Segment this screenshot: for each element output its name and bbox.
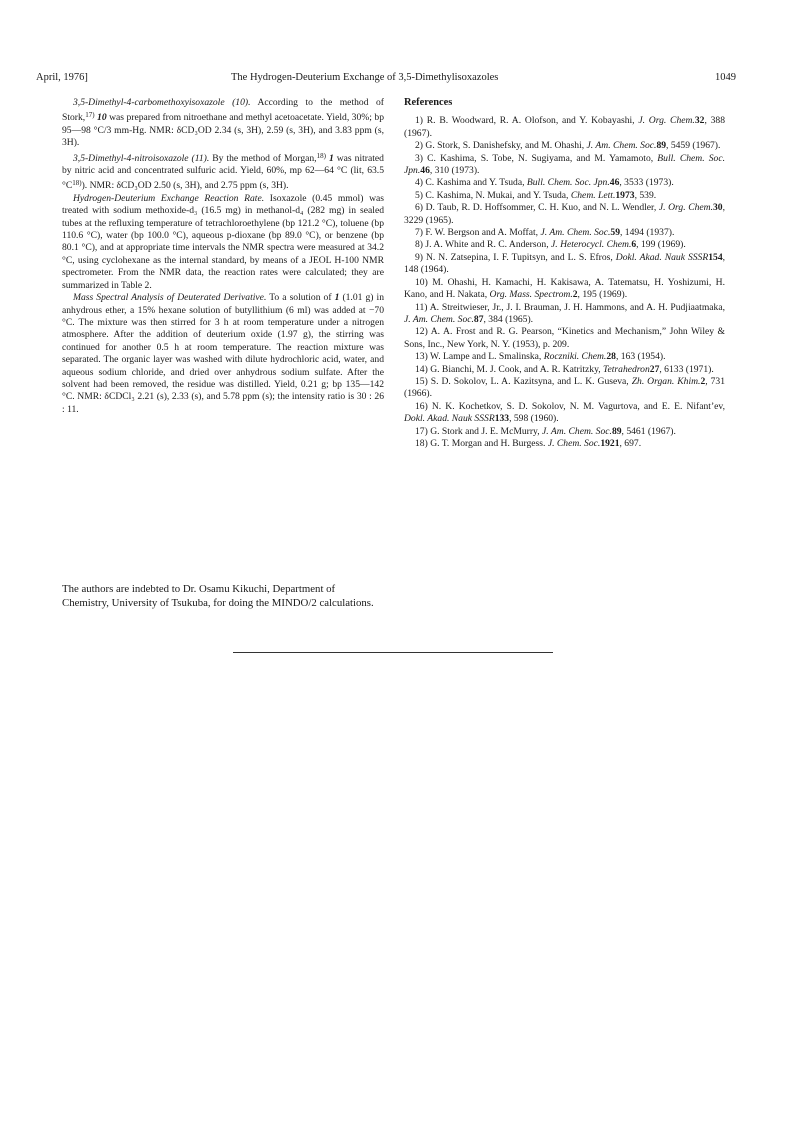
journal-name: J. Org. Chem. (638, 115, 695, 127)
reference-number: 5) (415, 189, 423, 201)
reference-text: W. Lampe and L. Smalinska, (427, 351, 544, 363)
reference-number: 3) (415, 152, 423, 164)
compound-number: 1 (334, 292, 340, 304)
journal-name: J. Org. Chem. (658, 202, 713, 214)
volume: 32 (694, 115, 705, 127)
references-column (404, 97, 725, 450)
reference-number: 10) (415, 276, 428, 288)
reference-text: , 5459 (1967). (666, 140, 721, 152)
experimental-paragraph (62, 150, 384, 193)
reference-item (404, 252, 725, 277)
journal-name: J. Chem. Soc. (547, 437, 601, 449)
reference-item (404, 401, 725, 426)
reference-number: 16) (415, 400, 428, 412)
journal-name: Org. Mass. Spectrom. (489, 289, 573, 301)
compound-number: 10 (97, 112, 107, 124)
reference-text: R. B. Woodward, R. A. Olofson, and Y. Kobayashi, (423, 115, 639, 127)
left-column (62, 97, 384, 416)
volume: 133 (494, 413, 510, 425)
reference-text: , 199 (1969). (636, 239, 686, 251)
volume: 1921 (600, 437, 620, 449)
experimental-paragraph (62, 292, 384, 416)
reference-number: 11) (415, 301, 428, 313)
paragraph-text: According to the method of Stork, (62, 97, 385, 124)
paragraph-heading: Hydrogen-Deuterium Exchange Reaction Rate. (73, 192, 265, 204)
reference-text: , 1494 (1937). (619, 227, 675, 239)
journal-name: Chem. Lett. (570, 189, 616, 201)
compound-number: 1 (328, 152, 334, 164)
reference-item (404, 326, 725, 351)
experimental-paragraph (62, 193, 384, 292)
citation-marker: 18) (72, 179, 82, 188)
acknowledgment-text: The authors are indebted to Dr. Osamu Kikuchi, Department of Chemistry, University of Tsukuba, for doing the MINDO/2 calculations. (62, 583, 374, 610)
page-header (36, 72, 736, 86)
volume: 46 (420, 165, 430, 177)
reference-text: M. Ohashi, H. Kamachi, H. Kakisawa, A. Tatematsu, H. Yoshizumi, H. Kano, and H. Nakata, (404, 276, 725, 301)
reference-text: A. Streitwieser, Jr., J. I. Brauman, J. H. Hammons, and A. H. Pudjiaatmaka, (427, 301, 725, 313)
reference-text: G. Stork and J. E. McMurry, (427, 425, 543, 437)
journal-name: Dokl. Akad. Nauk SSSR (615, 251, 709, 263)
reference-number: 6) (415, 202, 423, 214)
reference-text: , 6133 (1971). (659, 363, 714, 375)
running-title: The Hydrogen-Deuterium Exchange of 3,5-Dimethylisoxazoles (231, 72, 499, 83)
journal-name: Roczniki. Chem. (543, 351, 607, 363)
journal-name: Dokl. Akad. Nauk SSSR (404, 413, 495, 425)
reference-text: , 163 (1954). (615, 351, 666, 363)
journal-name: Zh. Organ. Khim. (631, 375, 701, 387)
volume: 28 (606, 351, 616, 363)
reference-text: , 310 (1973). (429, 165, 480, 177)
reference-text: , 3229 (1965). (404, 202, 725, 226)
journal-name: Bull. Chem. Soc. Jpn. (526, 177, 610, 189)
volume: 30 (712, 202, 723, 214)
reference-text: , 195 (1969). (577, 289, 628, 301)
reference-item (404, 202, 725, 227)
reference-number: 7) (415, 227, 423, 239)
reference-text: J. A. White and R. C. Anderson, (423, 239, 552, 251)
reference-number: 18) (415, 437, 428, 449)
volume: 2 (572, 289, 578, 301)
reference-number: 14) (415, 363, 428, 375)
reference-number: 4) (415, 177, 423, 189)
volume: 89 (611, 425, 622, 437)
reference-text: N. K. Kochetkov, S. D. Sokolov, N. M. Vagurtova, and E. E. Nifant’ev, (427, 400, 725, 412)
issue-date: April, 1976] (36, 72, 88, 83)
paragraph-text: was prepared from nitroethane and methyl acetoacetate. Yield, 30%; bp 95—98 °C/3 mm-Hg. NMR: δCD₃OD 2.34 (s, 3H), 2.59 (s, 3H), and 3.83 ppm (s, 3H). (62, 112, 384, 149)
reference-number: 8) (415, 239, 423, 251)
journal-name: Tetrahedron (603, 363, 650, 375)
reference-text: , 384 (1965). (483, 313, 534, 325)
volume: 59 (610, 227, 620, 239)
references-heading: References (404, 97, 453, 108)
reference-item (404, 239, 725, 251)
experimental-paragraph (62, 97, 384, 150)
reference-text: G. T. Morgan and H. Burgess. (427, 437, 548, 449)
reference-text: C. Kashima and Y. Tsuda, (423, 177, 527, 189)
reference-text: , 598 (1960). (509, 413, 559, 425)
reference-text: S. D. Sokolov, L. A. Kazitsyna, and L. K. Guseva, (427, 375, 632, 387)
reference-text: A. A. Frost and R. G. Pearson, “Kinetics and Mechanism,” John Wiley & Sons, Inc., New York, N. Y. (1953), p. 209. (404, 326, 725, 350)
journal-name: J. Am. Chem. Soc. (540, 227, 611, 239)
reference-number: 17) (415, 425, 428, 437)
reference-text: , 148 (1964). (404, 251, 726, 276)
reference-text: C. Kashima, N. Mukai, and Y. Tsuda, (423, 189, 571, 201)
reference-item (404, 190, 725, 202)
volume: 46 (609, 177, 620, 189)
journal-name: J. Am. Chem. Soc. (542, 425, 612, 437)
citation-marker: 17) (85, 111, 95, 120)
volume: 1973 (615, 189, 635, 201)
paragraph-text: ). NMR: δCD₃OD 2.50 (s, 3H), and 2.75 ppm (s, 3H). (81, 180, 289, 192)
reference-text: N. N. Zatsepina, I. F. Tupitsyn, and L. S. Efros, (423, 251, 616, 263)
reference-text: F. W. Bergson and A. Moffat, (423, 227, 541, 239)
reference-number: 15) (415, 375, 428, 387)
reference-text: , 388 (1967). (404, 115, 725, 139)
reference-text: , 731 (1966). (404, 375, 725, 400)
acknowledgment (62, 582, 384, 611)
reference-item (404, 426, 725, 438)
volume: 87 (473, 313, 484, 325)
reference-item (404, 364, 725, 376)
reference-number: 2) (415, 140, 423, 152)
citation-marker: 18) (316, 151, 326, 160)
reference-number: 9) (415, 251, 423, 263)
reference-text: D. Taub, R. D. Hoffsommer, C. H. Kuo, and N. L. Wendler, (423, 202, 659, 214)
reference-text: C. Kashima, S. Tobe, N. Sugiyama, and M. Yamamoto, (423, 152, 658, 164)
reference-number: 12) (415, 326, 428, 338)
reference-number: 13) (415, 351, 428, 363)
reference-text: , 539. (634, 189, 657, 201)
paragraph-text: was nitrated by nitric acid and concentrated sulfuric acid. Yield, 60%, mp 62—64 °C (lit, 63.5 °C (62, 152, 384, 192)
volume: 27 (649, 363, 660, 375)
paragraph-text: To a solution of (266, 292, 335, 304)
reference-text: , 697. (619, 437, 642, 449)
volume: 154 (708, 251, 723, 263)
reference-text: , 3533 (1973). (619, 177, 674, 189)
volume: 2 (700, 375, 706, 387)
reference-item (404, 351, 725, 363)
journal-name: J. Am. Chem. Soc. (404, 313, 474, 325)
reference-item (404, 153, 725, 178)
paragraph-text: (1.01 g) in anhydrous ether, a 15% hexane solution of butyllithium (6 ml) was added at −70 °C. The mixture was then stirred for 3 h at room temperature under a nitrogen atmosphere. After the addition of deuterium oxide (1.97 g), the stirring was continued for another 0.5 h at room temperature. The reaction mixture was separated. The organic layer was washed with dilute hydrochloric acid, water, and aqueous sodium chloride, and dried over anhydrous sodium sulfate. After the solvent had been removed, the residue was distilled. Yield, 0.21 g; bp 135—142 °C. NMR: δCDCl₃ 2.21 (s), 2.33 (s), and 5.78 ppm (s); the intensity ratio is 30 : 26 : 11. (62, 292, 384, 415)
reference-text: G. Bianchi, M. J. Cook, and A. R. Katritzky, (427, 363, 604, 375)
page-number: 1049 (715, 72, 736, 83)
reference-item (404, 302, 725, 327)
paragraph-heading: Mass Spectral Analysis of Deuterated Derivative. (73, 292, 267, 304)
reference-number: 1) (415, 115, 423, 127)
paragraph-heading: 3,5-Dimethyl-4-nitroisoxazole (11). (73, 152, 210, 164)
end-rule (233, 652, 553, 653)
reference-item (404, 376, 725, 401)
journal-name: Bull. Chem. Soc. Jpn. (404, 152, 725, 177)
reference-list (404, 115, 725, 450)
reference-text: G. Stork, S. Danishefsky, and M. Ohashi, (423, 140, 587, 152)
volume: 89 (656, 140, 667, 152)
reference-text: , 5461 (1967). (621, 425, 676, 437)
reference-item (404, 177, 725, 189)
paragraph-text: By the method of Morgan, (209, 152, 317, 164)
reference-item (404, 140, 725, 152)
journal-name: J. Heterocycl. Chem. (551, 239, 632, 251)
reference-item (404, 115, 725, 140)
reference-item (404, 277, 725, 302)
paragraph-heading: 3,5-Dimethyl-4-carbomethoxyisoxazole (10). (73, 97, 251, 108)
journal-name: J. Am. Chem. Soc. (586, 140, 657, 152)
paragraph-text: Isoxazole (0.45 mmol) was treated with sodium methoxide-d₃ (16.5 mg) in methanol-d₄ (282 mg) in sealed tubes at the refluxing temperature of tetrachloroethylene (bp 121.2 °C), toluene (bp 110.6 °C), water (bp 100.0 °C), aqueous p-dioxane (bp 89.0 °C), or benzene (bp 80.1 °C), and at appropriate time intervals the NMR spectra were measured at 34.2 °C, using cyclohexane as the internal standard, by means of a JEOL H-100 NMR spectrometer. From the NMR data, the reaction rates were calculated; they are summarized in Table 2. (62, 192, 384, 291)
volume: 6 (631, 239, 637, 251)
reference-item (404, 438, 725, 450)
reference-item (404, 227, 725, 239)
